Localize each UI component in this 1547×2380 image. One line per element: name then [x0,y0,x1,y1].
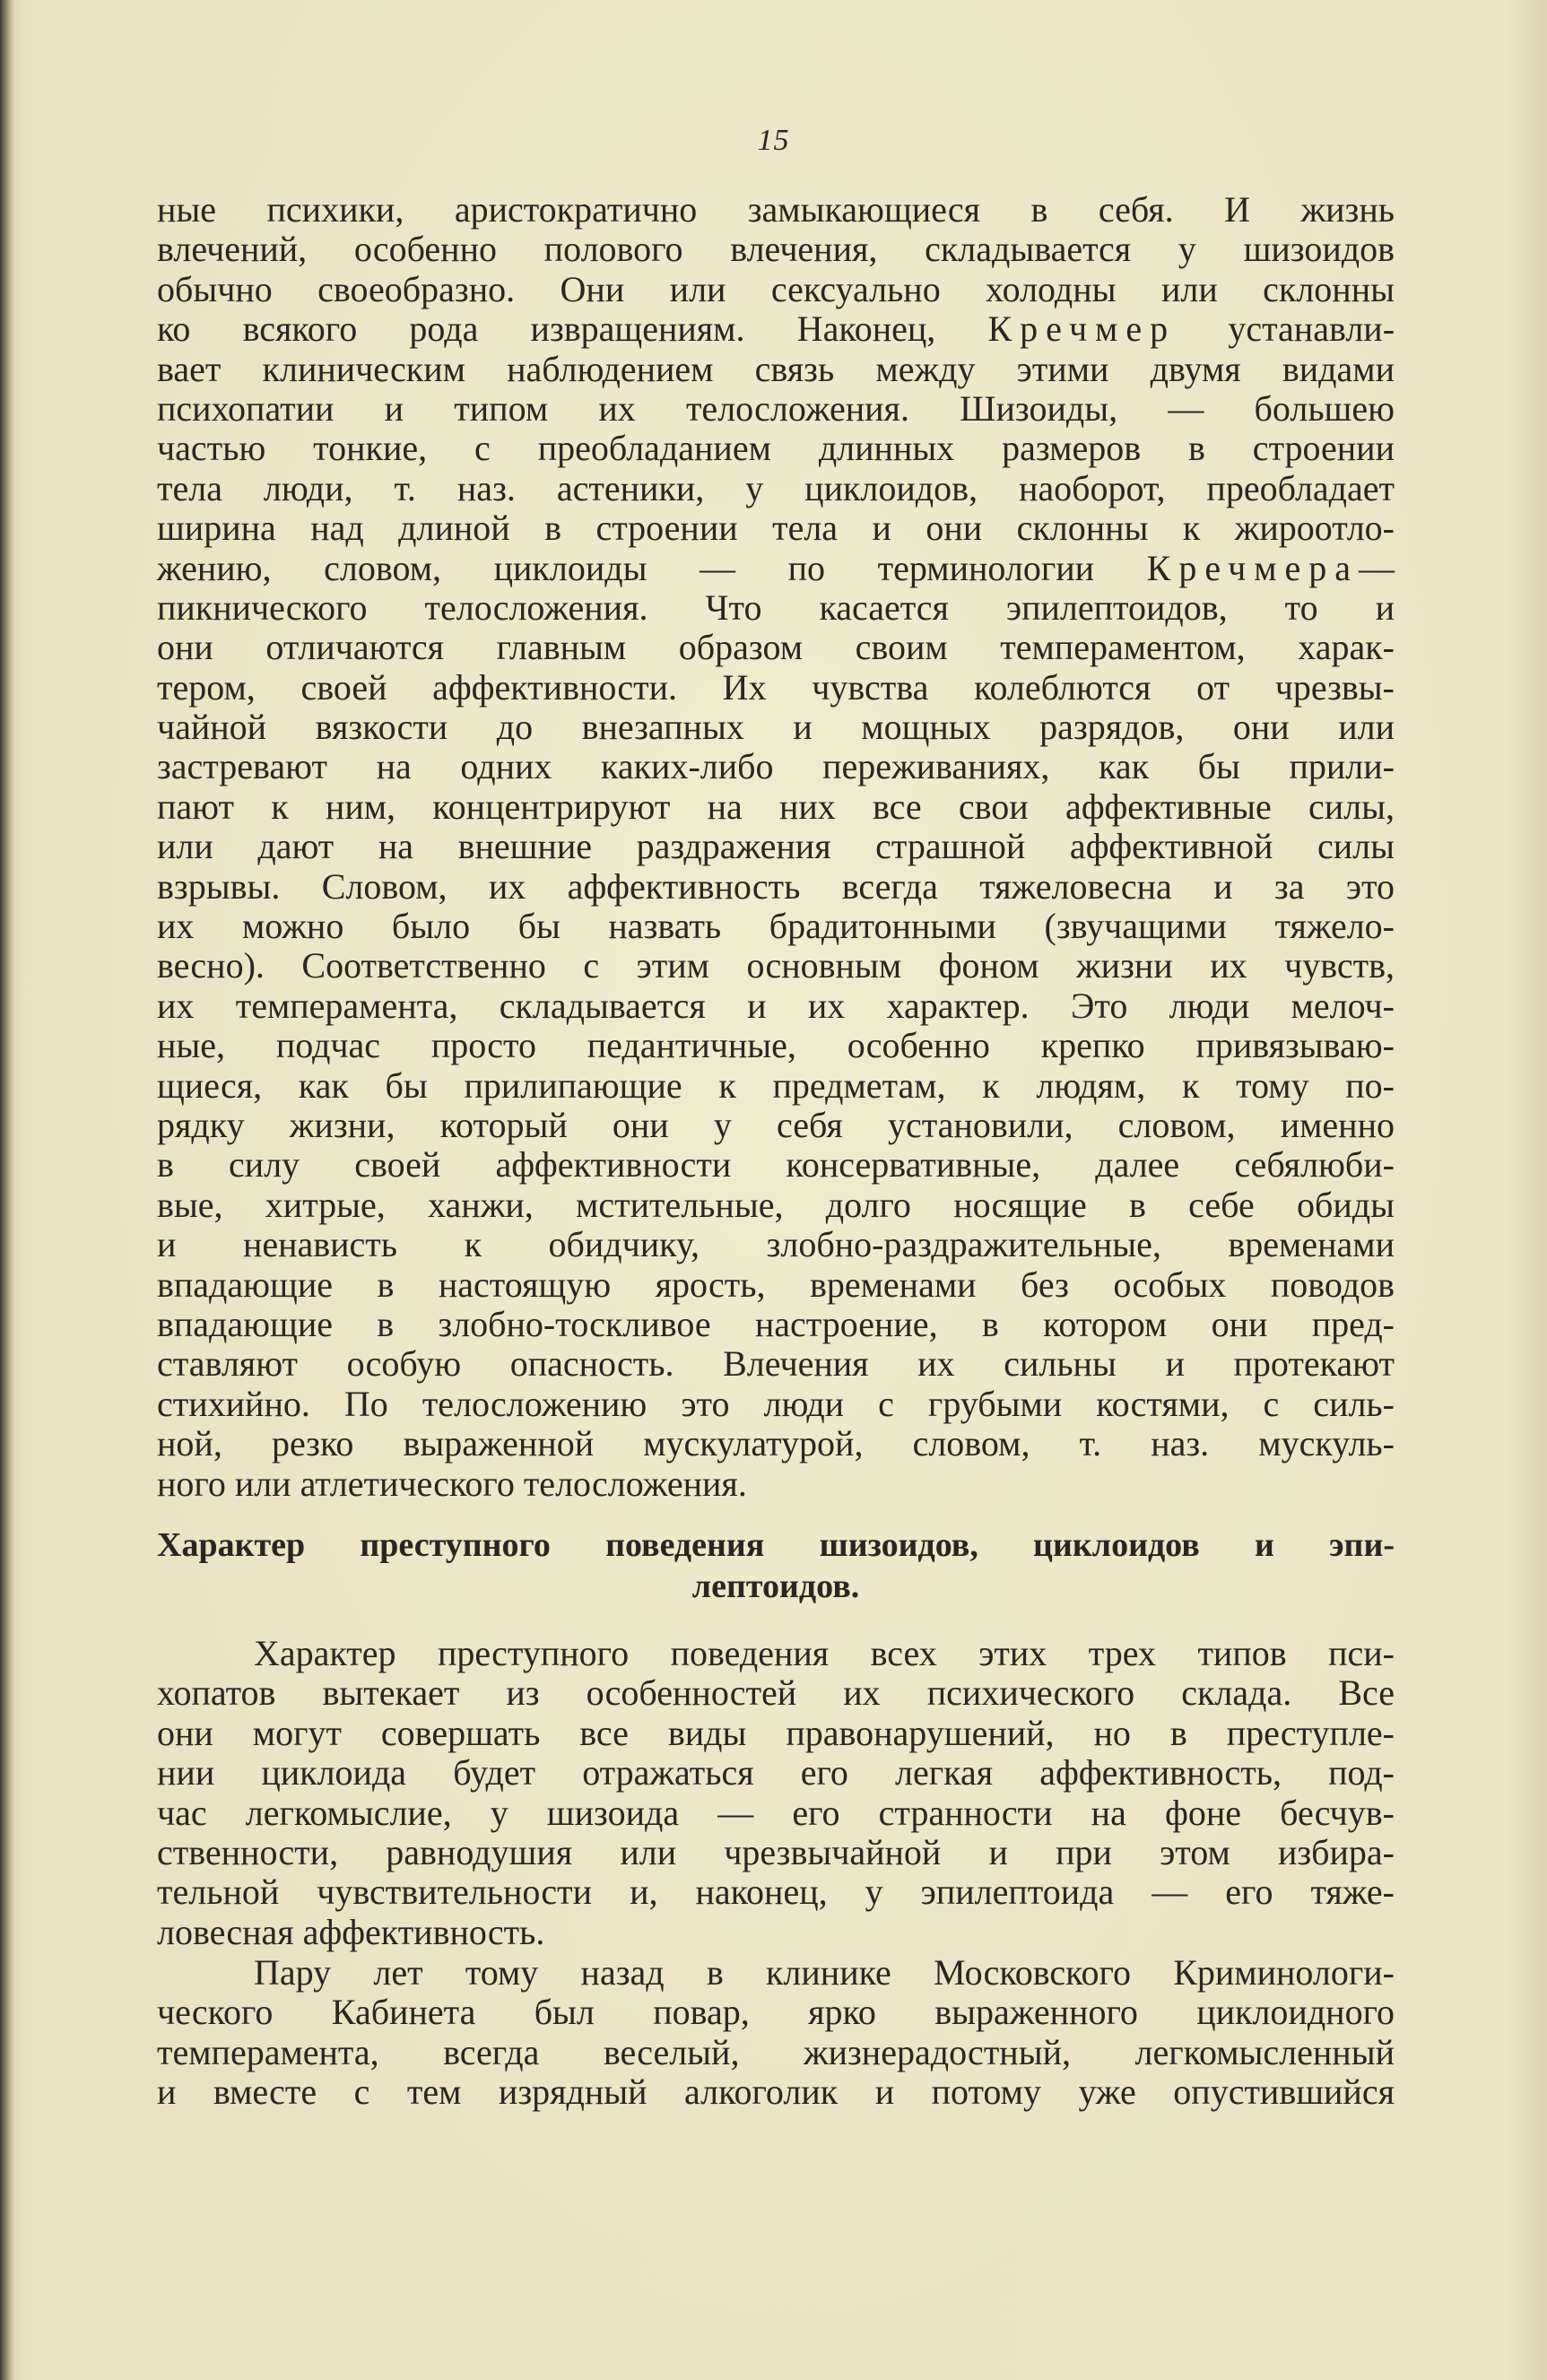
text-line [157,309,1395,349]
text-line: их можно было бы назвать брадитонными (звучащими тяжело- [157,906,1395,947]
text-line: тела люди, т. наз. астеники, у циклоидов, наоборот, преобладает [157,467,1395,508]
paragraph-2 [157,1634,1395,1952]
text-line: застревают на одних каких-либо переживаниях, как бы прили- [157,746,1395,787]
text-line: чайной вязкости до внезапных и мощных разрядов, они или [157,707,1395,748]
text-line: впадающие в злобно-тоскливое настроение, в котором они пред- [157,1303,1395,1344]
text-line: взрывы. Словом, их аффективность всегда тяжеловесна и за это [157,865,1395,907]
text-line: вые, хитрые, ханжи, мстительные, долго носящие в себе обиды [157,1184,1395,1225]
text-line: нии циклоида будет отражаться его легкая аффективность, под- [157,1752,1395,1794]
heading-line: Характер преступного поведения шизоидов, циклоидов и эпи- [157,1526,1395,1564]
text-line: ставляют особую опасность. Влечения их сильны и протекают [157,1343,1395,1385]
text-fragment: ко всякого рода извращениям. Наконец, [157,308,936,350]
paragraph-1 [157,190,1395,1504]
text-line: частью тонкие, с преобладанием длинных размеров в строении [157,428,1395,469]
text-line: рядку жизни, который они у себя установили, словом, именно [157,1104,1395,1145]
text-fragment: устанавли- [1228,308,1395,350]
page-binding-edge [0,0,14,2380]
text-line: Пару лет тому назад в клинике Московского Криминологи- [254,1952,1395,1993]
page-number: 15 [757,124,790,157]
text-line: в силу своей аффективности консервативные, далее себялюби- [157,1144,1395,1186]
text-line: щиеся, как бы прилипающие к предметам, к людям, к тому по- [157,1064,1395,1106]
text-line: весно). Соответственно с этим основным фоном жизни их чувств, [157,945,1395,986]
text-line: они могут совершать все виды правонарушений, но в преступле- [157,1712,1395,1753]
author-name-spaced: Кречмера [1146,547,1360,588]
text-line: ственности, равнодушия или чрезвычайной и при этом избира- [157,1831,1395,1872]
text-line: ные психики, аристократично замыкающиеся в себя. И жизнь [157,189,1395,230]
text-line: Характер преступного поведения всех этих трех типов пси- [254,1633,1395,1673]
text-line: ширина над длиной в строении тела и они склонны к жироотло- [157,508,1395,549]
paragraph-3 [157,1953,1395,2113]
text-line: пикнического телосложения. Что касается эпилептоидов, то и [157,586,1395,628]
text-line: пают к ним, концентрируют на них все свои аффективные силы, [157,786,1395,827]
text-line: хопатов вытекает из особенностей их психического склада. Все [157,1672,1395,1714]
text-line: час легкомыслие, у шизоида — его странности на фоне бесчув- [157,1792,1395,1833]
text-line: или дают на внешние раздражения страшной аффективной силы [157,826,1395,867]
text-line: ные, подчас просто педантичные, особенно крепко привязываю- [157,1025,1395,1066]
text-line: и ненависть к обидчику, злобно-раздражительные, временами [157,1224,1395,1265]
section-heading [157,1524,1395,1607]
text-line: ного или атлетического телосложения. [157,1463,747,1504]
text-line: их темперамента, складывается и их характер. Это люди мелоч- [157,985,1395,1026]
text-line: вает клиническим наблюдением связь между этими двумя видами [157,348,1395,389]
text-line: они отличаются главным образом своим темпераментом, харак- [157,627,1395,668]
text-line: впадающие в настоящую ярость, временами без особых поводов [157,1264,1395,1305]
text-line: и вместе с тем изрядный алкоголик и потому уже опустившийся [157,2072,1395,2113]
text-line: ной, резко выраженной мускулатурой, словом, т. наз. мускуль- [157,1423,1395,1464]
text-line: психопатии и типом их телосложения. Шизоиды, — большею [157,387,1395,429]
text-line: темперамента, всегда веселый, жизнерадостный, легкомысленный [157,2031,1395,2072]
text-line: тером, своей аффективности. Их чувства колеблются от чрезвы- [157,666,1395,708]
text-line [157,549,1395,588]
text-line: ловесная аффективность. [157,1911,545,1952]
text-fragment: жению, словом, циклоиды — по терминологии [157,547,1095,588]
text-fragment: — [1359,547,1395,588]
text-line: стихийно. По телосложению это люди с грубыми костями, с силь- [157,1383,1395,1424]
text-line: тельной чувствительности и, наконец, у эпилептоида — его тяже- [157,1872,1395,1913]
author-name-spaced: Кречмер [987,308,1177,350]
text-line: обычно своеобразно. Они или сексуально холодны или склонны [157,268,1395,309]
text-line: влечений, особенно полового влечения, складывается у шизоидов [157,229,1395,270]
text-line: ческого Кабинета был повар, ярко выраженного циклоидного [157,1992,1395,2033]
heading-line: лептоидов. [691,1568,860,1605]
